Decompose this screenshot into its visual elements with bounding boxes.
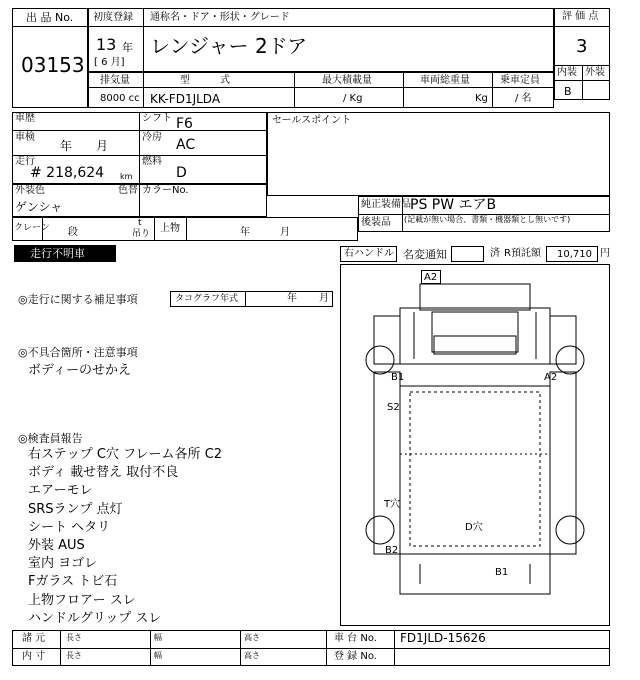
color-change-label: 色替 [118, 185, 138, 196]
first-reg-label: 初度登録 [93, 12, 133, 23]
lot-number: 03153 [21, 53, 85, 77]
notes-area [12, 264, 338, 626]
mark-t-hole: T穴 [384, 499, 401, 510]
mark-a2-top-box [421, 270, 441, 284]
inspector-item: ボディ 載せ替え 取付不良 [28, 465, 179, 481]
height-label: 高さ [244, 633, 260, 642]
inspector-item: エアーモレ [28, 483, 93, 499]
model-header: 通称名・ドア・形状・グレード [150, 12, 290, 23]
tachograph-box [170, 291, 333, 307]
grade-label: 評 価 点 [562, 11, 599, 22]
mark-b1-left: B1 [391, 372, 405, 383]
wheel-rear-left [366, 516, 394, 544]
reg-label: 登 録 No. [334, 651, 377, 662]
length-label: 長さ [66, 633, 82, 642]
standard-equipment-value: PS PW エアB [410, 197, 497, 213]
crane-block [12, 217, 358, 241]
truck-outline-diagram [340, 264, 610, 626]
first-reg-year: 13 [96, 35, 117, 54]
defect-item: ボディーのせかえ [28, 363, 131, 378]
width-label: 幅 [154, 633, 162, 642]
aircon-label: 冷房 [142, 132, 162, 143]
model-name: レンジャー 2ドア [150, 34, 308, 58]
chassis-value: FD1JLD-15626 [400, 631, 486, 645]
cab-front-lower [374, 316, 400, 364]
exterior-color-label: 外装色 [15, 185, 45, 196]
body-left [374, 372, 400, 554]
crane-hang-label: 吊り [132, 229, 151, 239]
chassis-label: 車 台 No. [334, 633, 377, 644]
wheel-front-right [556, 346, 584, 374]
inspector-title: ◎検査員報告 [18, 432, 83, 445]
tachograph-month: 月 [319, 293, 329, 304]
height-label-2: 高さ [244, 651, 260, 660]
aircon-value: AC [176, 137, 196, 153]
width-label-2: 幅 [154, 651, 162, 660]
displacement-label: 排気量 [100, 75, 130, 86]
color-no-label: カラーNo. [142, 185, 189, 196]
crane-label: クレーン [14, 223, 50, 233]
driving-notes-title: ◎走行に関する補足事項 [18, 293, 138, 306]
inspector-item: Fガラス トビ石 [28, 574, 118, 590]
capacity-label: 乗車定員 [500, 75, 540, 86]
gross-weight-label: 車両総重量 [420, 75, 470, 86]
sales-point-label: セールスポイント [272, 115, 352, 126]
mark-s2: S2 [387, 402, 400, 413]
name-change-label: 名変通知 [403, 248, 447, 261]
defects-title: ◎不具合箇所・注意事項 [18, 346, 138, 359]
inspector-item: SRSランプ 点灯 [28, 501, 123, 517]
tachograph-label: タコグラフ年式 [175, 294, 239, 304]
displacement-value: 8000 cc [100, 93, 140, 104]
gross-weight-value: Kg [475, 93, 488, 104]
first-reg-month: [ 6 月] [94, 57, 125, 68]
inspector-item: ハンドルグリップ スレ [28, 610, 162, 626]
upper-year-label: 年 [240, 227, 250, 238]
crane-steps-label: 段 [68, 227, 78, 238]
dimensions-label: 諸 元 [22, 633, 46, 644]
recycle-unit: 円 [600, 248, 610, 259]
cab-front-lower-right [550, 316, 576, 364]
crane-ton-label: t [138, 218, 142, 228]
mileage-unknown-badge [14, 245, 116, 262]
wheel-rear-right [556, 516, 584, 544]
length-label-2: 長さ [66, 651, 82, 660]
mark-b2: B2 [385, 545, 399, 556]
interior-grade-label: 内装 [557, 67, 577, 78]
first-reg-year-unit: 年 [122, 41, 133, 54]
fuel-label: 燃料 [142, 156, 162, 167]
inspection-value: 年 月 [60, 139, 109, 153]
mileage-unit: km [120, 172, 133, 181]
recycle-label: 済 [490, 248, 500, 259]
shift-value: F6 [176, 116, 193, 132]
inspector-item: 外装 AUS [28, 538, 85, 553]
tachograph-year: 年 [287, 293, 297, 304]
inspector-item: 室内 ヨゴレ [28, 556, 98, 572]
exterior-grade-label: 外装 [585, 67, 605, 78]
exterior-color-value: ゲンシャ [15, 200, 63, 214]
interior-grade-value: B [564, 85, 572, 98]
inspector-item: 右ステップ C穴 フレーム各所 C2 [28, 447, 223, 462]
cab-top-bracket [420, 284, 530, 310]
upper-label: 上物 [160, 223, 180, 234]
body-right [550, 372, 576, 554]
mark-d-hole: D穴 [465, 522, 483, 533]
mark-a2-top: A2 [424, 272, 438, 283]
right-handle-label: 右ハンドル [344, 248, 394, 259]
mileage-value: # 218,624 [30, 165, 105, 181]
inspector-item: シート ヘタリ [28, 519, 111, 535]
mark-a2-right: A2 [544, 372, 558, 383]
wheel-front-left [366, 346, 394, 374]
recycle-deposit-box [546, 246, 598, 262]
interior-dim-label: 内 寸 [22, 651, 46, 662]
mark-b1-bottom: B1 [495, 567, 509, 578]
windshield [432, 312, 518, 352]
grille [434, 336, 516, 354]
max-load-label: 最大積載量 [322, 75, 372, 86]
history-label: 車歴 [15, 113, 35, 124]
shift-label: シフト [142, 113, 172, 124]
mileage-unknown-text: 走行不明車 [30, 247, 85, 260]
standard-equipment-label: 純正装備品 [361, 199, 411, 210]
max-load-value: / Kg [343, 93, 363, 104]
lot-label: 出 品 No. [26, 11, 74, 24]
right-handle-box [340, 246, 397, 262]
rear-lines [420, 564, 530, 584]
recycle-deposit-value: 10,710 [557, 249, 592, 260]
recycle-deposit-label: R預託額 [504, 248, 541, 259]
name-change-box [451, 246, 484, 262]
type-value: KK-FD1JLDA [150, 92, 221, 106]
accessories-note: (記載が無い場合、書類・機器類とし無いです) [404, 215, 571, 224]
bed-rear [400, 554, 550, 594]
capacity-value: / 名 [515, 93, 532, 104]
mileage-label: 走行 [15, 156, 35, 167]
upper-month-label: 月 [280, 227, 290, 238]
fuel-value: D [176, 165, 187, 181]
type-label: 型 式 [180, 75, 230, 86]
accessories-label: 後装品 [361, 217, 391, 228]
inspector-item: 上物フロアー スレ [28, 592, 136, 608]
grade-value: 3 [576, 36, 588, 57]
inspection-label: 車検 [15, 132, 35, 143]
